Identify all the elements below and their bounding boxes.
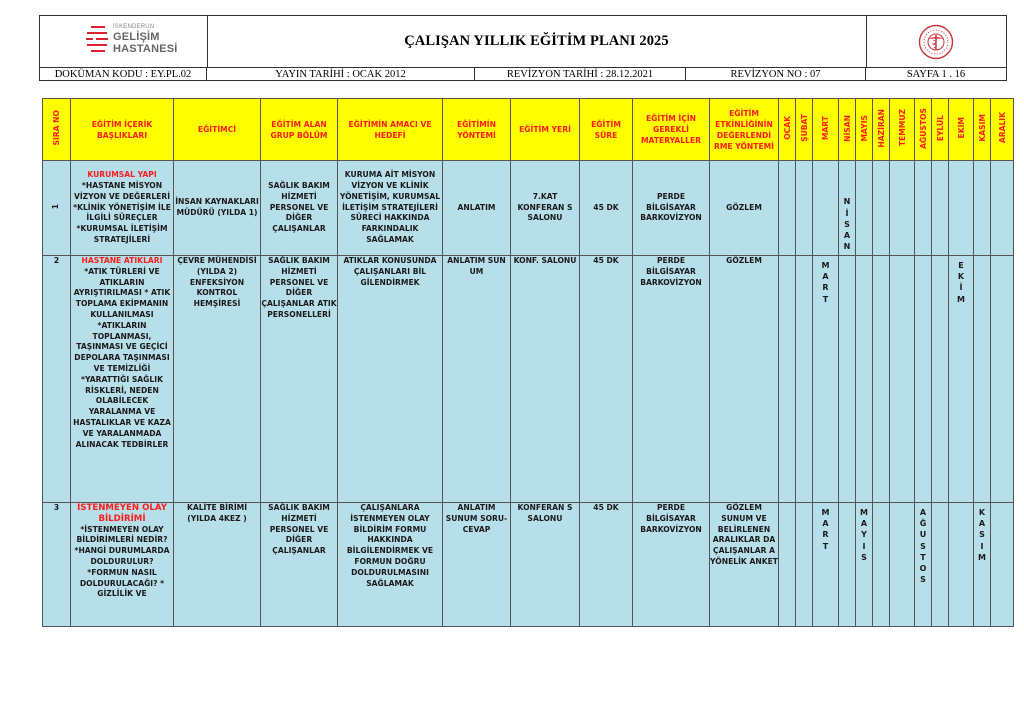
row-month-cell [839, 503, 856, 627]
row-month-cell [813, 161, 839, 256]
row-month-cell [873, 503, 890, 627]
document-title: ÇALIŞAN YILLIK EĞİTİM PLANI 2025 [404, 33, 669, 49]
col-yer: EĞİTİM YERİ [511, 99, 580, 161]
col-month-mart: MART [813, 99, 839, 161]
row-month-cell [949, 161, 974, 256]
month-marker: M A R T [821, 261, 830, 304]
hospital-logo [86, 24, 206, 60]
row-sure: 45 DK [580, 503, 633, 627]
row-month-cell [890, 256, 915, 503]
row-yontem: ANLATIM SUNUM SORU-CEVAP [443, 503, 511, 627]
revision-date: REVİZYON TARİHİ : 28.12.2021 [475, 68, 686, 81]
col-month-aralik: ARALIK [991, 99, 1014, 161]
row-amac: ÇALIŞANLARA İSTENMEYEN OLAY BİLDİRİM FORMU HAKKINDA BİLGİLENDİRMEK VE FORMUN DOĞRU DOLDURULMASINI SAĞLAMAK [338, 503, 443, 627]
month-marker: K A S I M [978, 508, 986, 562]
row-month-cell [796, 256, 813, 503]
row-materyal: PERDE BİLGİSAYAR BARKOVİZYON [633, 503, 710, 627]
row-month-cell [915, 503, 932, 627]
row-month-cell [856, 256, 873, 503]
table-row [43, 503, 1014, 627]
row-content [71, 161, 174, 256]
col-month-subat: ŞUBAT [796, 99, 813, 161]
ministry-seal-icon [918, 24, 954, 60]
document-header [39, 15, 1007, 81]
page-number: SAYFA 1 . 16 [906, 69, 966, 80]
row-yer: 7.KAT KONFERAN S SALONU [511, 161, 580, 256]
col-sure: EĞİTİM SÜRE [580, 99, 633, 161]
row-number: 3 [43, 503, 71, 627]
col-materyal: EĞİTİM İÇİN GEREKLİ MATERYALLER [633, 99, 710, 161]
col-yontem: EĞİTİMİN YÖNTEMİ [443, 99, 511, 161]
col-alan: EĞİTİM ALAN GRUP BÖLÜM [261, 99, 338, 161]
row-month-cell [890, 503, 915, 627]
col-month-eylul: EYLÜL [932, 99, 949, 161]
row-month-cell [991, 161, 1014, 256]
revision-no: REVİZYON NO : 07 [686, 68, 866, 81]
row-content-body: *ATIK TÜRLERİ VE ATIKLARIN AYRIŞTIRILMASI * ATIK TOPLAMA EKİPMANIN KULLANILMASI *ATIKLARIN TOPLANMASI, TAŞINMASI VE GEÇİCİ DEPOLARA TAŞINMASI VE TEMİZLİĞİ *YARATTIĞI SAĞLIK RİSKLERİ, NEDEN OLABİLECEK YARALANMA VE HASTALIKLAR VE KAZA VE YARALANMADA ALINACAK TEDBİRLER [73, 266, 171, 449]
row-month-cell [813, 503, 839, 627]
row-month-cell [991, 503, 1014, 627]
col-month-kasim: KASIM [974, 99, 991, 161]
title-cell [207, 16, 867, 67]
seal-cell [866, 16, 1006, 67]
month-marker: E K İ M [957, 261, 965, 304]
month-marker: M A Y I S [860, 508, 868, 562]
row-content-title: İSTENMEYEN OLAY BİLDİRİMİ [77, 503, 167, 524]
training-plan-table [42, 98, 1014, 627]
row-month-cell [873, 161, 890, 256]
row-amac: ATIKLAR KONUSUNDA ÇALIŞANLARI BİL GİLENDİRMEK [338, 256, 443, 503]
row-month-cell [839, 161, 856, 256]
row-month-cell [779, 503, 796, 627]
row-month-cell [890, 161, 915, 256]
row-alan: SAĞLIK BAKIM HİZMETİ PERSONEL VE DİĞER ÇALIŞANLAR [261, 161, 338, 256]
row-month-cell [915, 161, 932, 256]
row-materyal: PERDE BİLGİSAYAR BARKOVİZYON [633, 256, 710, 503]
logo-cell [40, 16, 208, 67]
col-month-temmuz: TEMMUZ [890, 99, 915, 161]
row-materyal: PERDE BİLGİSAYAR BARKOVİZYON [633, 161, 710, 256]
row-month-cell [932, 256, 949, 503]
row-number: 1 [43, 161, 71, 256]
row-month-cell [932, 161, 949, 256]
col-icerik: EĞİTİM İÇERİK BAŞLIKLARI [71, 99, 174, 161]
row-month-cell [873, 256, 890, 503]
row-month-cell [796, 503, 813, 627]
col-month-agustos: AĞUSTOS [915, 99, 932, 161]
row-month-cell [839, 256, 856, 503]
table-header-row [43, 99, 1014, 161]
row-degerlendirme: GÖZLEM [710, 256, 779, 503]
logo-line-1: İSKENDERUN [113, 24, 155, 30]
row-month-cell [974, 256, 991, 503]
col-month-mayis: MAYIS [856, 99, 873, 161]
row-yer: KONFERAN S SALONU [511, 503, 580, 627]
row-content [71, 256, 174, 503]
row-yontem: ANLATIM [443, 161, 511, 256]
row-number: 2 [43, 256, 71, 503]
month-marker: A Ğ U S T O S [919, 508, 927, 585]
row-degerlendirme: GÖZLEM [710, 161, 779, 256]
document-meta-row [40, 67, 1006, 81]
publish-date: YAYIN TARİHİ : OCAK 2012 [207, 68, 475, 81]
row-alan: SAĞLIK BAKIM HİZMETİ PERSONEL VE DİĞER ÇALIŞANLAR [261, 503, 338, 627]
row-yer: KONF. SALONU [511, 256, 580, 503]
month-marker: M A R T [821, 508, 830, 551]
row-month-cell [949, 256, 974, 503]
table-row [43, 161, 1014, 256]
row-month-cell [949, 503, 974, 627]
row-month-cell [974, 161, 991, 256]
row-sure: 45 DK [580, 161, 633, 256]
col-month-ocak: OCAK [779, 99, 796, 161]
logo-line-2: GELİŞİM [113, 31, 160, 43]
row-content-title: HASTANE ATIKLARI [81, 256, 163, 265]
row-yontem: ANLATIM SUN UM [443, 256, 511, 503]
row-egitimci: İNSAN KAYNAKLARI MÜDÜRÜ (YILDA 1) [174, 161, 261, 256]
month-marker: N İ S A N [843, 197, 851, 252]
row-month-cell [796, 161, 813, 256]
row-degerlendirme: GÖZLEM SUNUM VE BELİRLENEN ARALIKLAR DA ÇALIŞANLAR A YÖNELİK ANKET [710, 503, 779, 627]
row-content [71, 503, 174, 627]
col-sira-no: SIRA NO [43, 99, 71, 161]
col-month-nisan: NİSAN [839, 99, 856, 161]
table-row [43, 256, 1014, 503]
logo-line-3: HASTANESİ [113, 43, 178, 55]
logo-mark-icon [86, 26, 108, 56]
row-content-body: *HASTANE MİSYON VİZYON VE DEĞERLERİ *KLİNİK YÖNETİŞİM İLE İLGİLİ SÜREÇLER *KURUMSAL İLETİŞİM STRATEJİLERİ [73, 181, 171, 244]
document-code: DOKÜMAN KODU : EY.PL.02 [40, 68, 207, 81]
row-sure: 45 DK [580, 256, 633, 503]
row-amac: KURUMA AİT MİSYON VİZYON VE KLİNİK YÖNETİŞİM, KURUMSAL İLETİŞİM STRATEJİLERİ SÜRECİ HAKKINDA FARKINDALIK SAĞLAMAK [338, 161, 443, 256]
row-content-body: *İSTENMEYEN OLAY BİLDİRİMLERİ NEDİR? *HANGİ DURUMLARDA DOLDURULUR? *FORMUN NASIL DOLDURULACAĞI? * GİZLİLİK VE [74, 524, 170, 599]
row-month-cell [991, 256, 1014, 503]
col-month-haziran: HAZİRAN [873, 99, 890, 161]
row-alan: SAĞLIK BAKIM HİZMETİ PERSONEL VE DİĞER ÇALIŞANLAR ATIK PERSONELLERİ [261, 256, 338, 503]
row-month-cell [779, 161, 796, 256]
row-egitimci: KALİTE BİRİMİ (YILDA 4KEZ ) [174, 503, 261, 627]
col-degerlendirme: EĞİTİM ETKİNLİĞİNİN DEĞERLENDİ RME YÖNTEMİ [710, 99, 779, 161]
row-egitimci: ÇEVRE MÜHENDİSİ (YILDA 2) ENFEKSİYON KONTROL HEMŞİRESİ [174, 256, 261, 503]
row-month-cell [856, 161, 873, 256]
col-egitimci: EĞİTİMCİ [174, 99, 261, 161]
row-month-cell [813, 256, 839, 503]
row-content-title: KURUMSAL YAPI [87, 170, 157, 180]
row-month-cell [779, 256, 796, 503]
row-month-cell [915, 256, 932, 503]
row-month-cell [932, 503, 949, 627]
row-month-cell [974, 503, 991, 627]
row-month-cell [856, 503, 873, 627]
col-amac: EĞİTİMİN AMACI VE HEDEFİ [338, 99, 443, 161]
col-month-ekim: EKİM [949, 99, 974, 161]
